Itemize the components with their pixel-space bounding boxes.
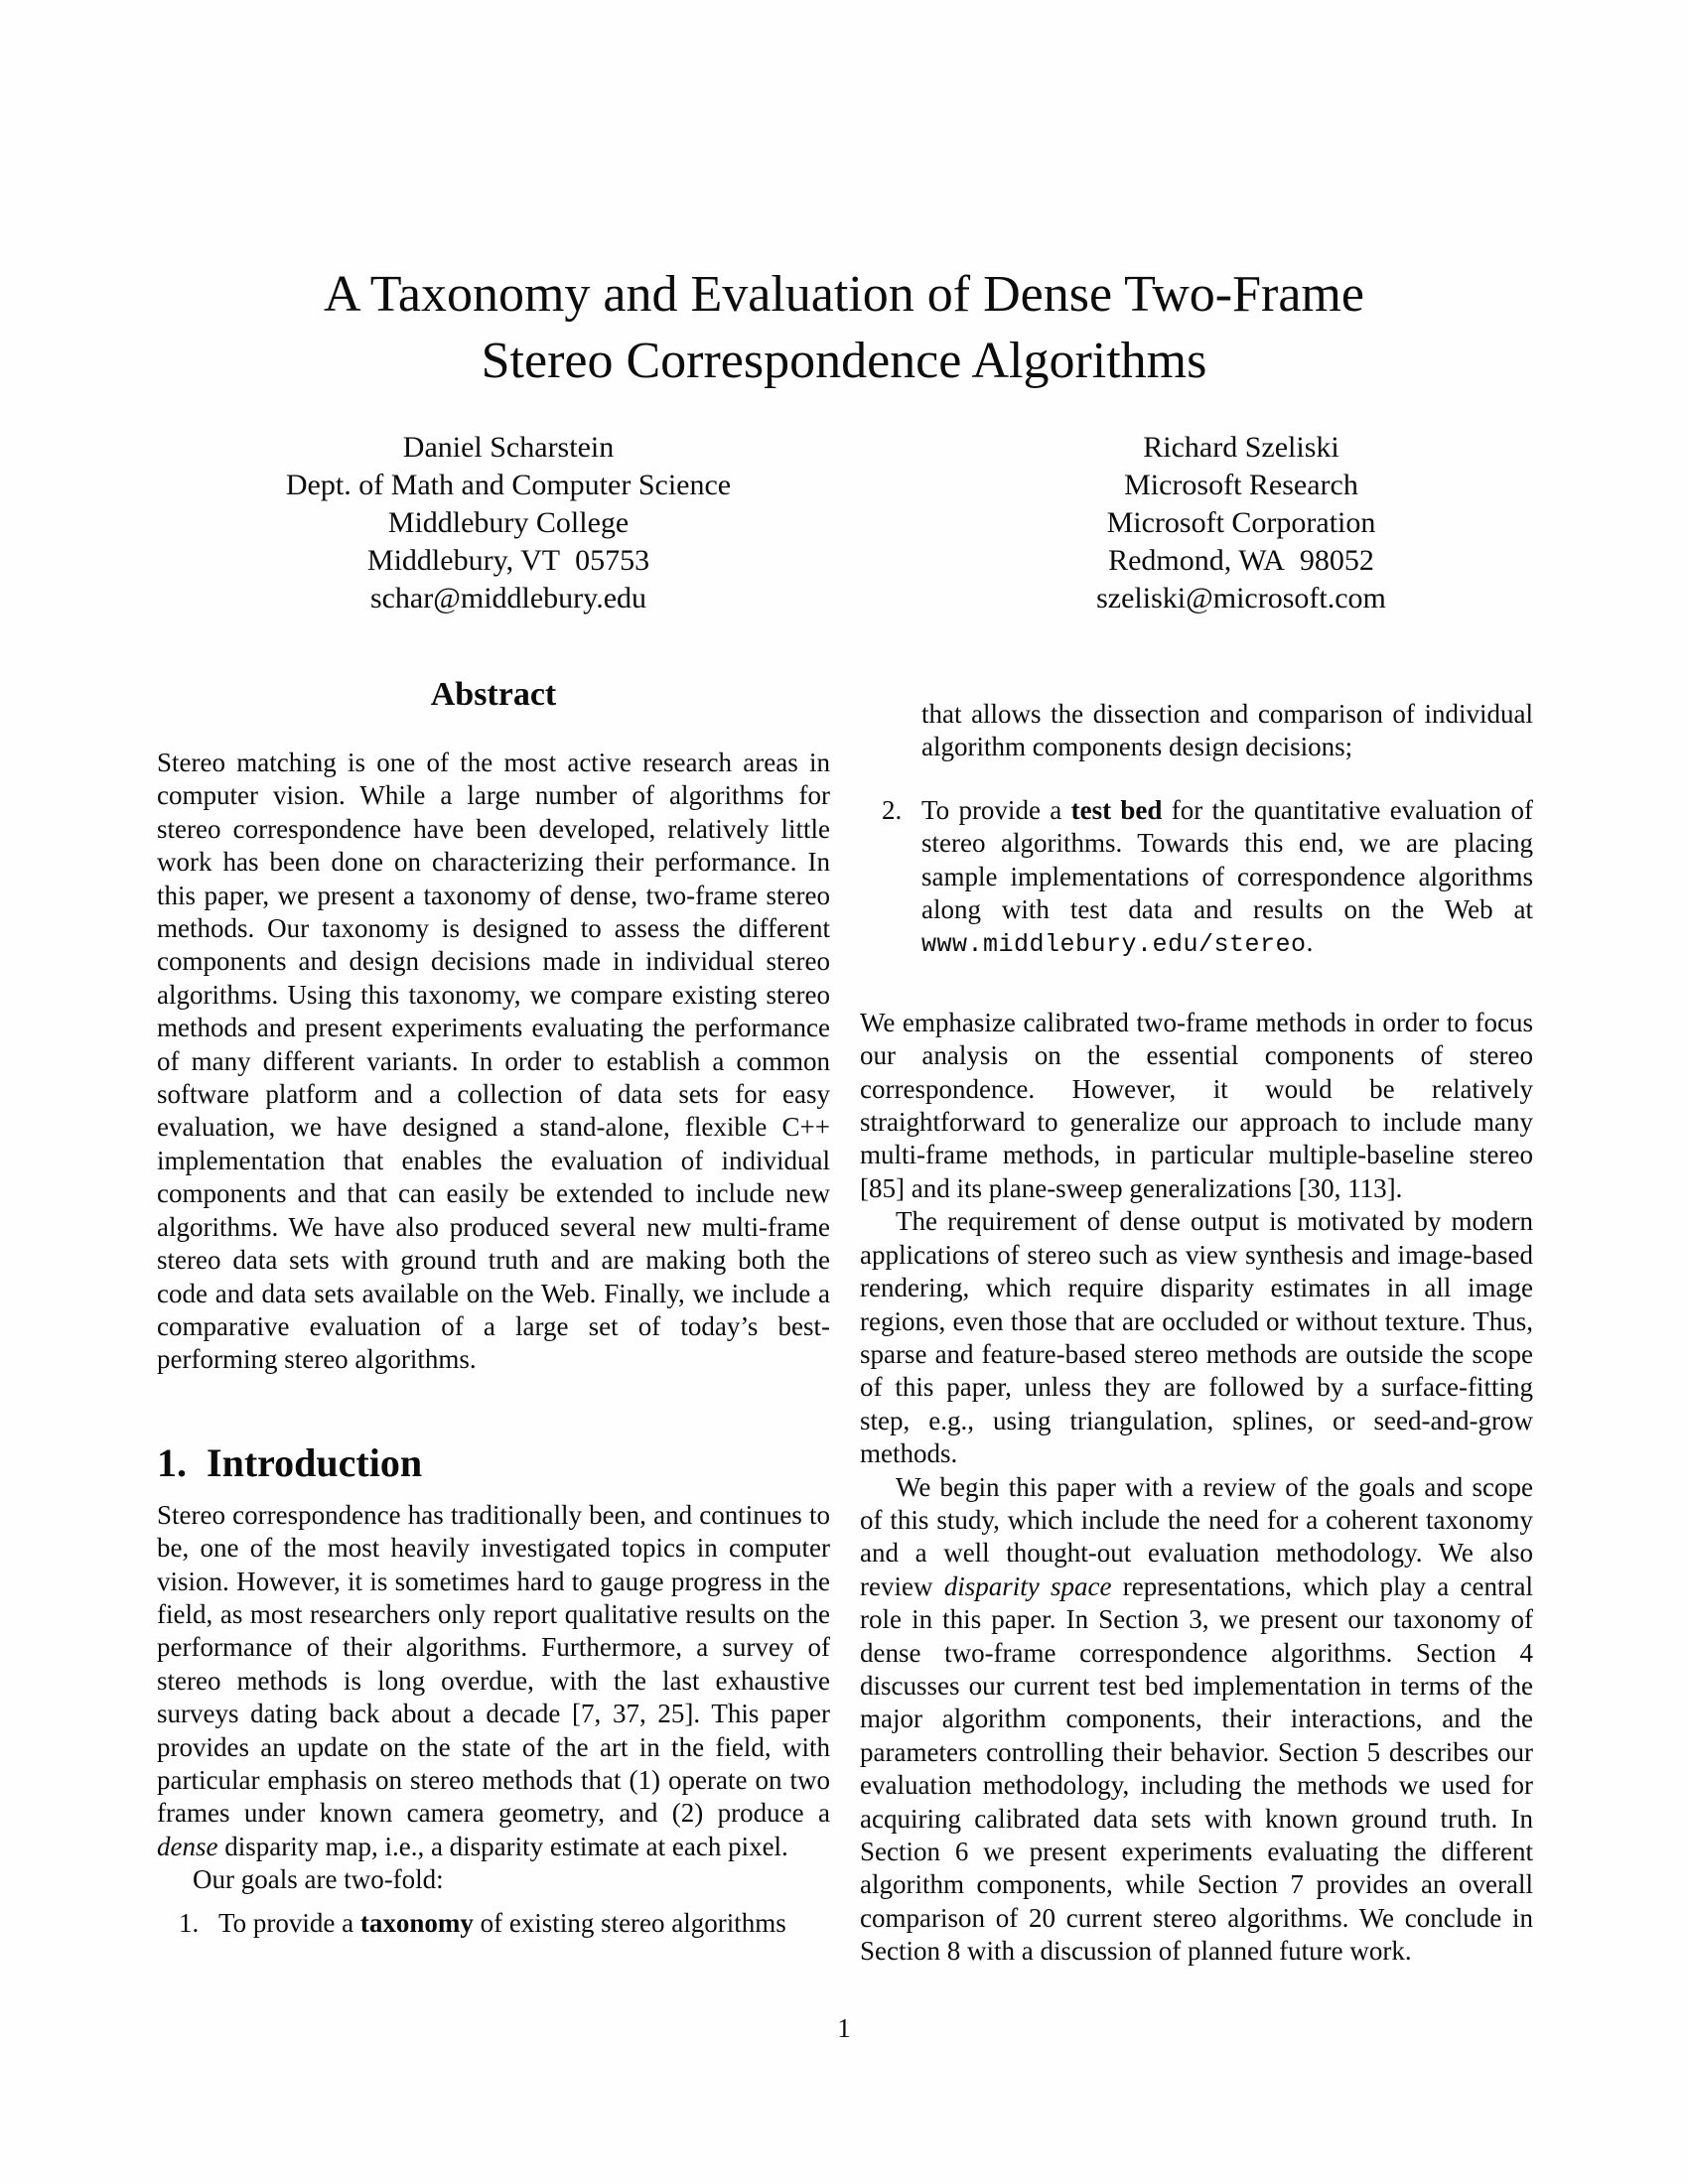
text-segment: . (1306, 927, 1314, 958)
text-segment: representations, which play a central role in this paper. In Section 3, we present our taxonomy of dense two-frame correspondence algorithms. Section 4 discusses our current test bed implementation in terms of the major algorithm components, their interactions, and the parameters controlling their behavior. Section 5 describes our evaluation methodology, including the methods we used for acquiring calibrated data sets with known ground truth. In Section 6 we present experiments evaluating the different algorithm components, while Section 7 provides an overall comparison of 20 current stereo algorithms. We conclude in Section 8 with a discussion of planned future work. (860, 1570, 1533, 1967)
text-segment: dense (157, 1831, 218, 1861)
url-text: www.middlebury.edu/stereo (921, 930, 1307, 960)
author-name: Daniel Scharstein (402, 431, 615, 464)
abstract-heading: Abstract (430, 676, 557, 713)
author-affiliation: Microsoft Research (1124, 469, 1358, 501)
list-item-number: 1. (179, 1907, 200, 1938)
paragraph-overview (860, 1471, 1533, 1969)
text-segment: We emphasize calibrated two-frame methods in order to focus our analysis on the essential components of stereo correspondence. However, it would be relatively straightforward to generalize our approach to include many multi-frame methods, in particular multiple-baseline stereo [85] and its plane-sweep generalizations [30, 113]. (860, 1007, 1533, 1203)
text-segment: To provide a (921, 794, 1071, 825)
text-segment: for the quantitative evaluation of stereo algorithms. Towards this end, we are placing sample implementations of correspondence algorithms along with test data and results on the Web at (921, 794, 1534, 925)
paper-title-line2: Stereo Correspondence Algorithms (481, 333, 1207, 389)
goal-item-2 (860, 794, 1533, 962)
text-segment: taxonomy (359, 1907, 474, 1938)
text-segment: of existing stereo algorithms (473, 1907, 786, 1938)
text-segment: that allows the dissection and comparison of individual algorithm components design decisions; (921, 699, 1533, 762)
author-address: Redmond, WA 98052 (1108, 544, 1374, 577)
paragraph-dense-output (860, 1205, 1533, 1470)
text-segment: We begin this paper with a review of the goals and scope of this study, which include the need for a coherent taxonomy and a well thought-out evaluation methodology. We also review (860, 1471, 1533, 1601)
author-email: schar@middlebury.edu (369, 582, 647, 614)
paragraph-calibrated-methods (860, 1007, 1533, 1205)
author-affiliation: Microsoft Corporation (1106, 506, 1376, 539)
text-segment: Our goals are two-fold: (193, 1864, 444, 1895)
goal-item-1 (157, 1907, 830, 1940)
author-name: Richard Szeliski (1143, 431, 1339, 464)
body-columns (157, 671, 1533, 1969)
list-item-number: 2. (882, 794, 903, 825)
author-address: Middlebury, VT 05753 (366, 544, 650, 577)
author-email: szeliski@microsoft.com (1096, 582, 1386, 614)
author-block-szeliski (894, 429, 1589, 617)
text-segment: Stereo correspondence has traditionally been, and continues to be, one of the most heavily investigated topics in computer vision. However, it is sometimes hard to gauge progress in the field, as most researchers only report qualitative results on the performance of their algorithms. Furthermore, a survey of stereo methods is long overdue, with the last exhaustive surveys dating back about a decade [7, 37, 25]. This paper provides an update on the state of the art in the field, with particular emphasis on stereo methods that (1) operate on two frames under known camera geometry, and (2) produce a (157, 1499, 830, 1829)
right-column (860, 671, 1533, 1969)
text-segment: To provide a (218, 1907, 360, 1938)
goal-item-1-continued (921, 698, 1533, 764)
page-number: 1 (837, 2013, 851, 2043)
text-segment: disparity space (943, 1570, 1112, 1601)
text-segment: test bed (1070, 794, 1163, 825)
text-segment: Stereo matching is one of the most active research areas in computer vision. While a large number of algorithms for stereo correspondence have been developed, relatively little work has been done on characterizing their performance. In this paper, we present a taxonomy of dense, two-frame stereo methods. Our taxonomy is designed to assess the different components and design decisions made in individual stereo algorithms. Using this taxonomy, we compare existing stereo methods and present experiments evaluating the performance of many different variants. In order to establish a common software platform and a collection of data sets for easy evaluation, we have designed a stand-alone, flexible C++ implementation that enables the evaluation of individual components and that can easily be extended to include new algorithms. We have also produced several new multi-frame stereo data sets with ground truth and are making both the code and data sets available on the Web. Finally, we include a comparative evaluation of a large set of today’s best-performing stereo algorithms. (157, 748, 830, 1375)
author-affiliation: Dept. of Math and Computer Science (285, 469, 732, 501)
abstract-text (157, 747, 830, 1377)
author-block-scharstein (161, 429, 856, 617)
introduction-heading: 1. Introduction (157, 1439, 423, 1485)
left-column (157, 671, 830, 1969)
author-affiliation: Middlebury College (387, 506, 630, 539)
paper-title (0, 261, 1688, 394)
intro-paragraph-1 (157, 1499, 830, 1863)
goals-line (157, 1863, 830, 1896)
paper-title-line1: A Taxonomy and Evaluation of Dense Two-Frame (324, 266, 1364, 323)
text-segment: disparity map, i.e., a disparity estimate at each pixel. (217, 1831, 788, 1861)
text-segment: The requirement of dense output is motivated by modern applications of stereo such as view synthesis and image-based rendering, which require disparity estimates in all image regions, even those that are occluded or without texture. Thus, sparse and feature-based stereo methods are outside the scope of this paper, unless they are followed by a surface-fitting step, e.g., using triangulation, splines, or seed-and-grow methods. (860, 1206, 1533, 1469)
